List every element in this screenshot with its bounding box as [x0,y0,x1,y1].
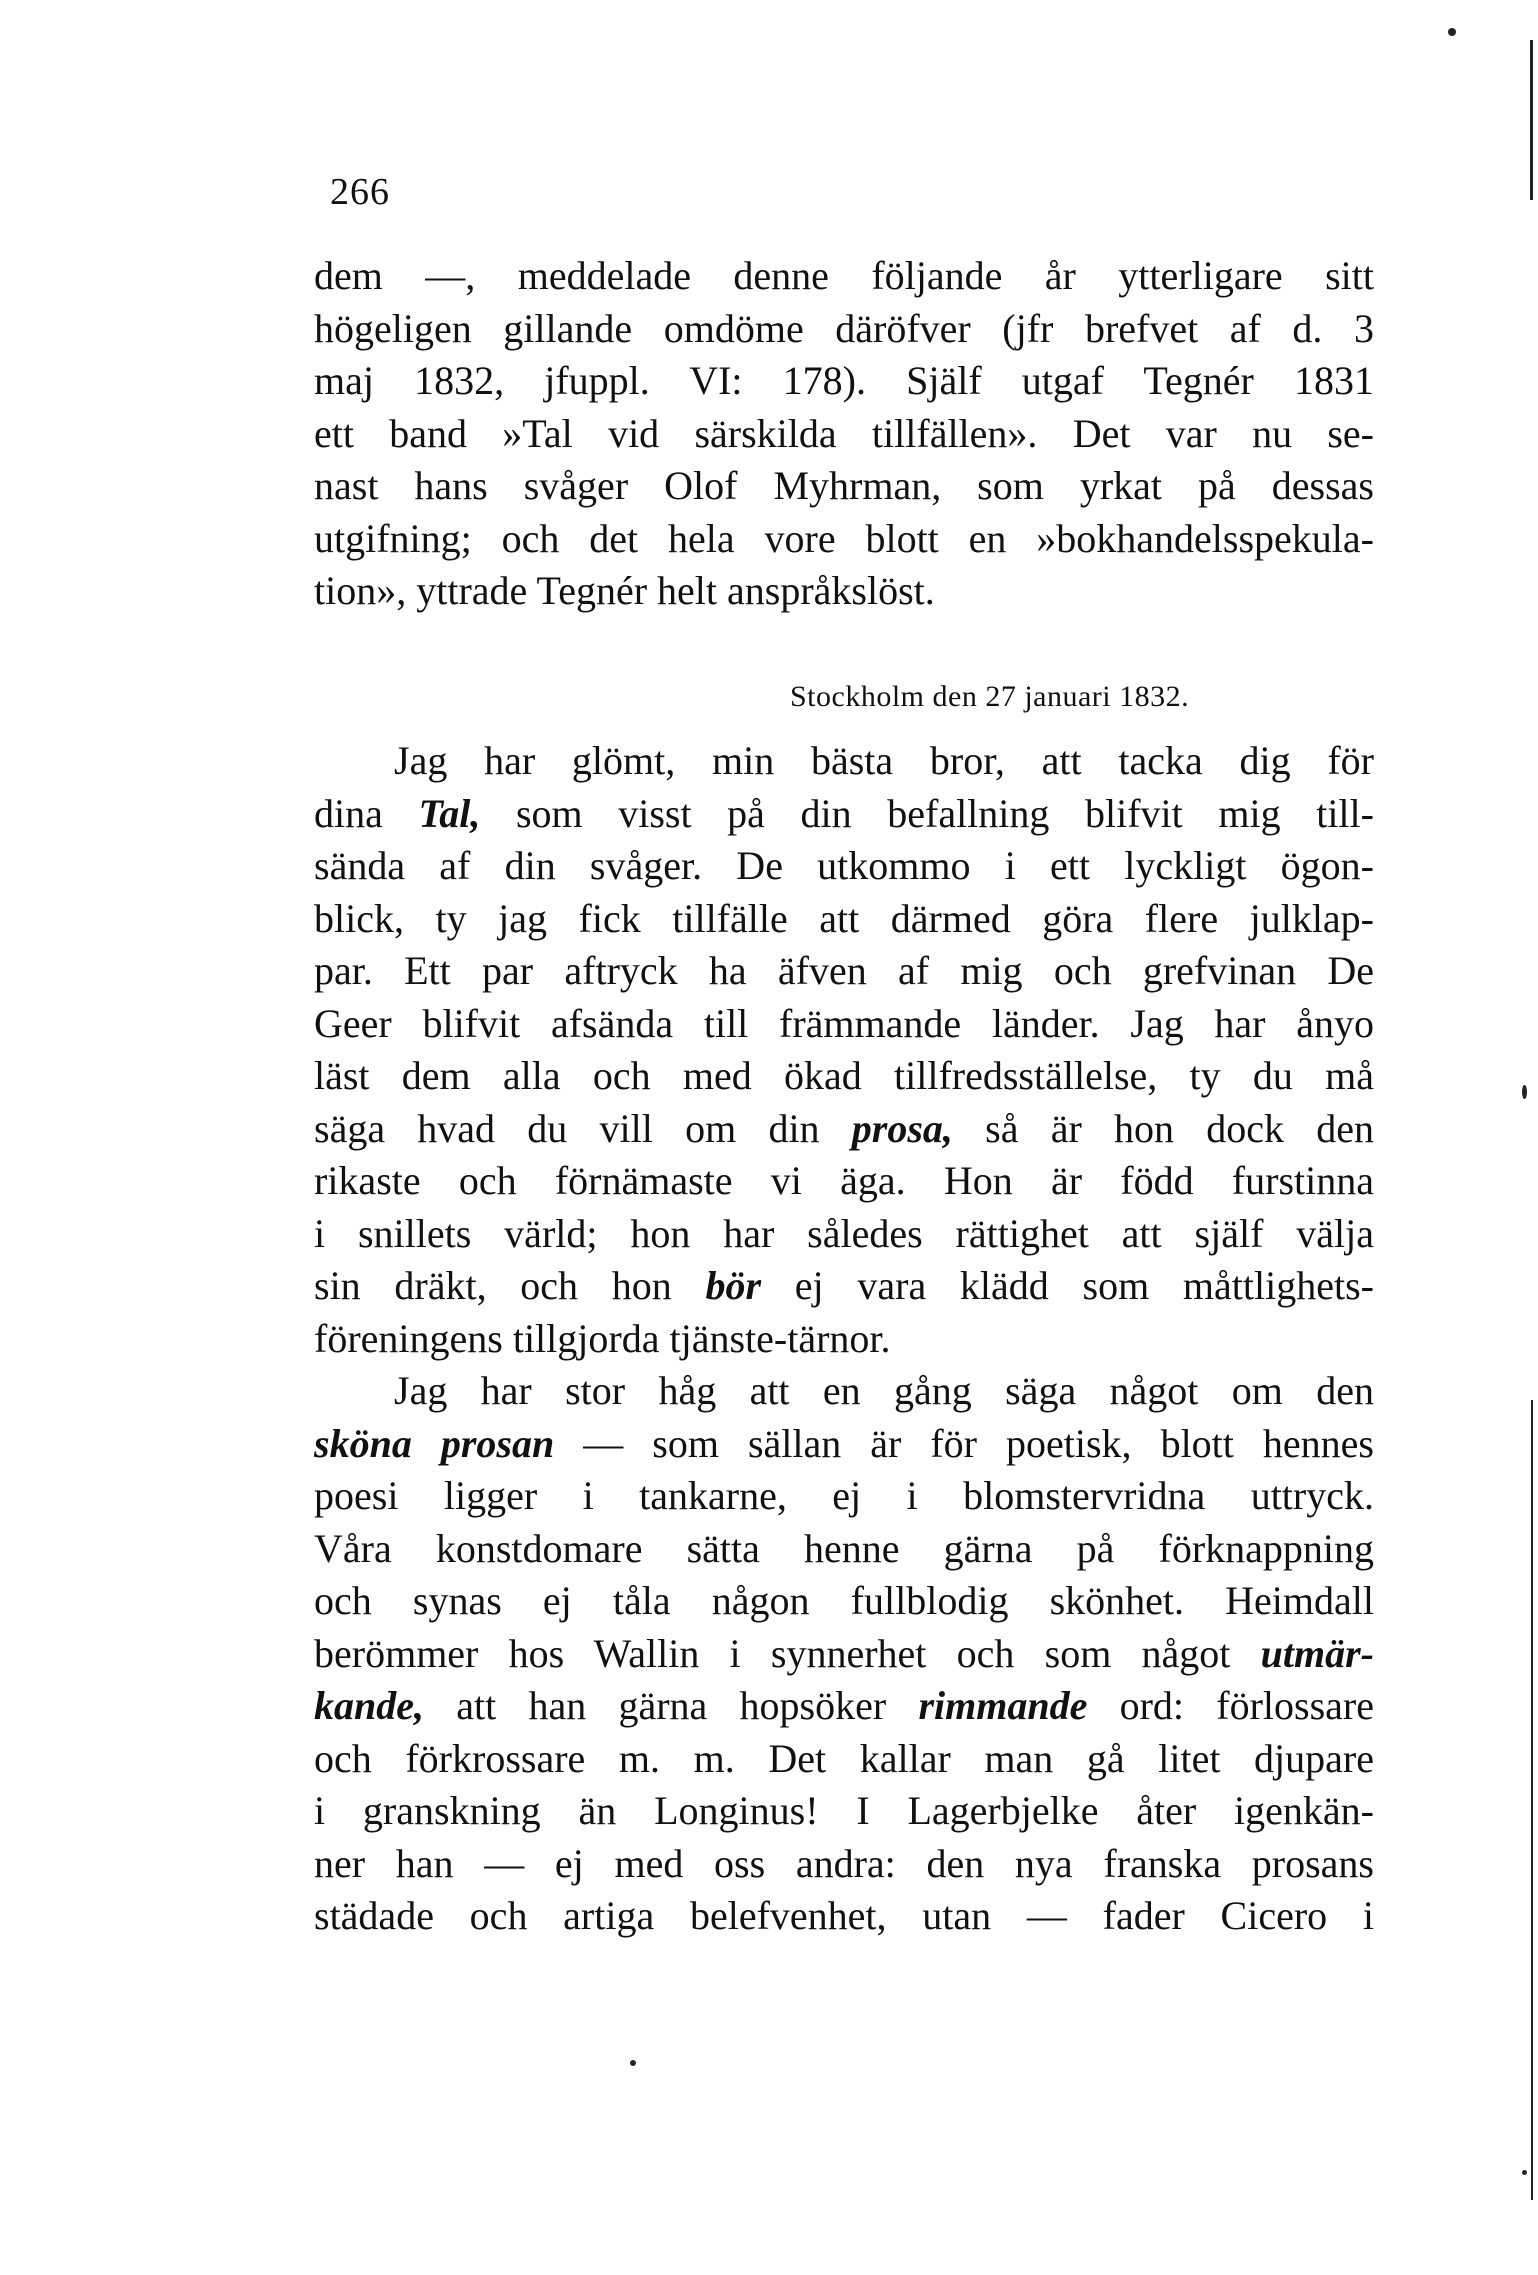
text-run: säga hvad du vill om din [314,1105,852,1151]
scan-speck [1522,2170,1527,2175]
emphasis: rimmande [918,1683,1088,1728]
text-line [314,788,1374,841]
text-line: nast hans svåger Olof Myhrman, som yrkat på dessas [314,463,1374,508]
text-line: Geer blifvit afsända till främmande länder. Jag har ånyo [314,1000,1374,1046]
emphasis: utmär- [1260,1630,1374,1676]
text-line: par. Ett par aftryck ha äfven af mig och grefvinan De [314,948,1374,993]
scan-speck [630,2060,636,2066]
text-line: Jag har stor håg att en gång säga något om den [394,1368,1374,1413]
text-line: ner han — ej med oss andra: den nya franska prosans [314,1840,1374,1886]
text-line: ett band »Tal vid särskilda tillfällen». Det var nu se- [314,410,1374,456]
text-line: och förkrossare m. m. Det kallar man gå litet djupare [314,1735,1374,1781]
scan-speck [1522,1085,1527,1099]
emphasis: bör [705,1263,762,1308]
text-run: berömmer hos Wallin i synnerhet och som något [314,1630,1261,1676]
text-line: utgifning; och det hela vore blott en »bokhandelsspekula- [314,515,1374,561]
scan-edge-line [1531,1400,1533,2200]
text-run: sin dräkt, och hon [314,1263,706,1308]
intro-paragraph [314,250,1374,618]
text-run: att han gärna hopsöker [424,1683,919,1728]
emphasis: prosa, [851,1105,953,1151]
letter-dateline: Stockholm den 27 januari 1832. [790,680,1190,713]
scan-edge-line [1530,40,1533,200]
text-line: i snillets värld; hon har således rättighet att själf välja [314,1210,1374,1256]
emphasis: kande, [314,1683,424,1728]
text-line [314,1260,1374,1313]
text-line [314,1103,1374,1156]
text-line: sända af din svåger. De utkommo i ett lyckligt ögon- [314,843,1374,888]
text-line: städade och artiga belefvenhet, utan — fader Cicero i [314,1893,1374,1938]
text-run: dina [314,790,419,836]
text-line: i granskning än Longinus! I Lagerbjelke åter igenkän- [314,1788,1374,1833]
text-run: som visst på din befallning blifvit mig till- [480,790,1374,836]
text-line: Våra konstdomare sätta henne gärna på förknappning [314,1525,1374,1571]
text-line: föreningens tillgjorda tjänste-tärnor. [314,1315,891,1361]
text-line: läst dem alla och med ökad tillfredsställelse, ty du må [314,1053,1374,1098]
text-line [314,1628,1374,1681]
text-line: dem —, meddelade denne följande år ytterligare sitt [314,253,1374,298]
page-number: 266 [330,171,390,213]
scan-speck [1448,28,1456,36]
text-run: ord: förlossare [1087,1683,1375,1728]
text-line [314,1680,1374,1733]
text-line: maj 1832, jfuppl. VI: 178). Själf utgaf Tegnér 1831 [314,358,1374,403]
text-line: Jag har glömt, min bästa bror, att tacka dig för [394,738,1374,783]
text-line: blick, ty jag fick tillfälle att därmed göra flere julklap- [314,895,1374,941]
text-line [314,1418,1374,1471]
text-line: poesi ligger i tankarne, ej i blomstervridna uttryck. [314,1473,1374,1518]
text-line: högeligen gillande omdöme däröfver (jfr brefvet af d. 3 [314,305,1374,351]
text-line: och synas ej tåla någon fullblodig skönhet. Heimdall [314,1578,1374,1623]
emphasis: Tal, [418,790,481,836]
text-line: rikaste och förnämaste vi äga. Hon är född furstinna [314,1158,1374,1203]
text-run: så är hon dock den [952,1105,1374,1151]
text-run: ej vara klädd som måttlighets- [761,1263,1374,1308]
letter-body [314,735,1374,1943]
text-run: — som sällan är för poetisk, blott hennes [554,1420,1374,1466]
emphasis: sköna prosan [314,1420,555,1466]
text-line: tion», yttrade Tegnér helt anspråkslöst. [314,568,935,613]
